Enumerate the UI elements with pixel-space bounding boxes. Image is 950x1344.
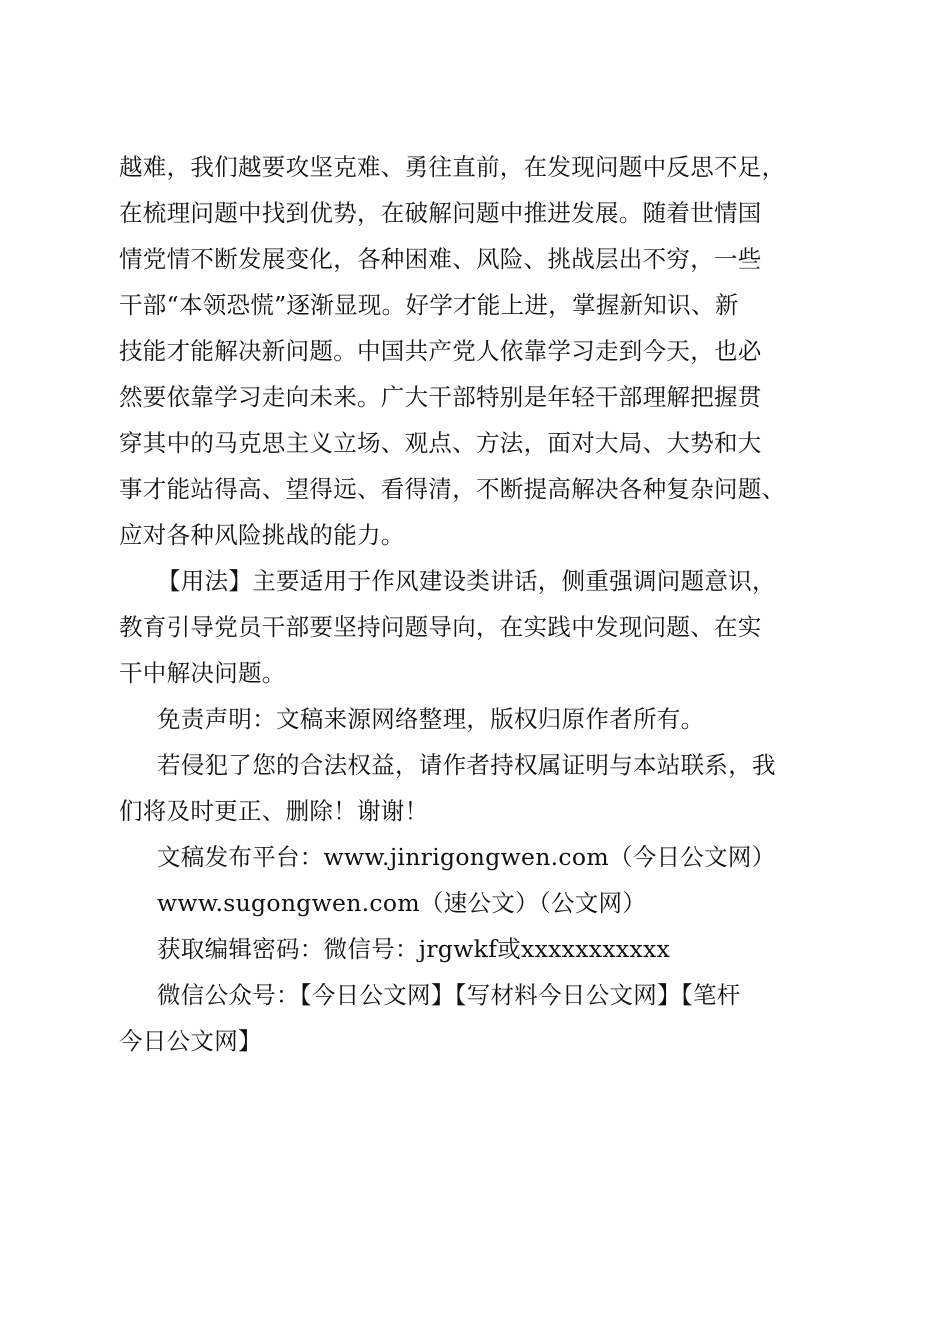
text-line: 事才能站得高、望得远、看得清，不断提高解决各种复杂问题、 xyxy=(119,475,786,503)
text-line: 【用法】主要适用于作风建设类讲话，侧重强调问题意识， xyxy=(157,567,776,595)
disclaimer-paragraph xyxy=(119,696,834,742)
text-line: 应对各种风险挑战的能力。 xyxy=(119,521,405,549)
password-paragraph xyxy=(119,926,834,972)
text-line: www.sugongwen.com（速公文）（公文网） xyxy=(157,889,647,917)
text-line: 获取编辑密码：微信号：jrgwkf或xxxxxxxxxxx xyxy=(157,935,671,963)
text-line: 免责声明：文稿来源网络整理，版权归原作者所有。 xyxy=(157,705,705,733)
text-line: 越难，我们越要攻坚克难、勇往直前，在发现问题中反思不足， xyxy=(119,153,786,181)
text-line: 情党情不断发展变化，各种困难、风险、挑战层出不穷，一些 xyxy=(119,245,762,273)
text-line: 教育引导党员干部要坚持问题导向，在实践中发现问题、在实 xyxy=(119,613,762,641)
text-line: 若侵犯了您的合法权益，请作者持权属证明与本站联系，我 xyxy=(157,751,776,779)
main-paragraph xyxy=(119,144,834,558)
text-line: 文稿发布平台：www.jinrigongwen.com（今日公文网） xyxy=(157,843,776,871)
text-line: 在梳理问题中找到优势，在破解问题中推进发展。随着世情国 xyxy=(119,199,762,227)
text-line: 干部“本领恐慌”逐渐显现。好学才能上进，掌握新知识、新 xyxy=(119,291,739,319)
site-paragraph xyxy=(119,880,834,926)
text-line: 今日公文网】 xyxy=(119,1027,262,1055)
text-line: 干中解决问题。 xyxy=(119,659,286,687)
text-line: 微信公众号：【今日公文网】【写材料今日公文网】【笔杆 xyxy=(157,981,741,1009)
document-body xyxy=(119,144,834,1064)
infringement-paragraph xyxy=(119,742,834,834)
usage-paragraph xyxy=(119,558,834,696)
platform-paragraph xyxy=(119,834,834,880)
text-line: 技能才能解决新问题。中国共产党人依靠学习走到今天，也必 xyxy=(119,337,762,365)
text-line: 然要依靠学习走向未来。广大干部特别是年轻干部理解把握贯 xyxy=(119,383,762,411)
wechat-paragraph xyxy=(119,972,834,1064)
text-line: 们将及时更正、删除！谢谢！ xyxy=(119,797,429,825)
text-line: 穿其中的马克思主义立场、观点、方法，面对大局、大势和大 xyxy=(119,429,762,457)
